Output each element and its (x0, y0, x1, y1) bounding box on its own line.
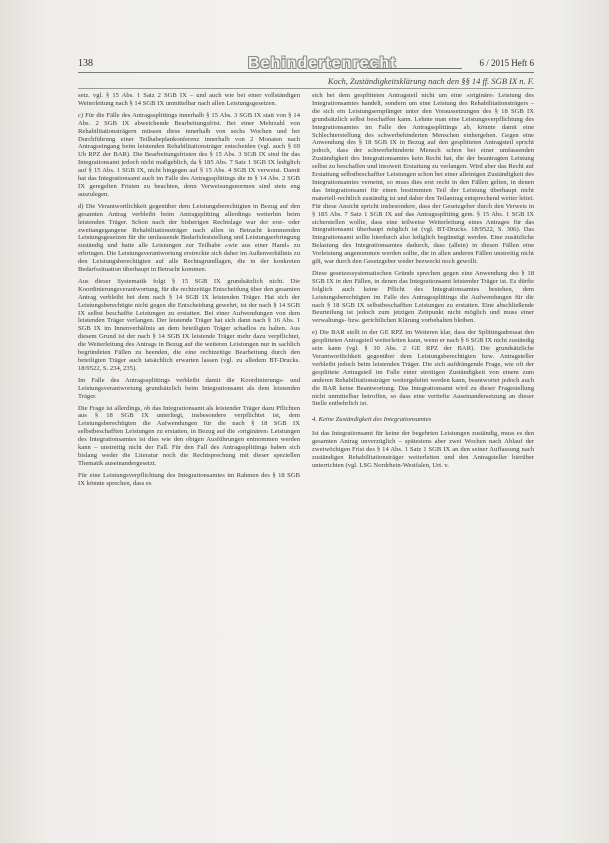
section-heading: 4. Keine Zuständigkeit des Integrationsamtes (312, 416, 432, 424)
right-column (312, 92, 534, 474)
paragraph: e) Die BAR stellt in der GE RPZ im Weiteren klar, dass der Splittingadressat den gesplitteten Antragsteil weiterleiten kann, wenn er nach § 6 SGB IX nicht zuständig sein kann (vgl. § 30 Abs. 2 GE RPZ der BAR). Die grundsätzliche Verantwortlichkeit gegenüber dem Leistungsberechtigten bzw. Antragsteller verbleibt jedoch beim leistenden Träger. Die sich aufdrängende Frage, wie oft der gesplittete Antragsteil im Falle einer streitigen Zuständigkeit von einem zum anderen Rehabilitationsträger weitergeleitet werden kann, beantwortet jedoch auch die BAR keine Beantwortung. Das Integrationsamt wird zu dieser Fragestellung nicht unmittelbar betroffen, so dass eine vertiefte Auseinandersetzung an dieser Stelle entbehrlich ist. (312, 329, 534, 408)
paragraph: sich bei dem gesplitteten Antragsteil nicht um eine ›originäre‹ Leistung des Integrationsamtes handelt, sondern um eine Leistung des Rehabilitationsträgers – die sich ein Leistungsempfänger unter den Voraussetzungen des § 18 SGB IX grundsätzlich selbst beschaffen kann. Lehnte man eine Leistungsverpflichtung des Integrationsamtes im Falle des Antragssplittings ab, könnte damit eine Schlechterstellung des schwerbehinderten Menschen einhergehen. Gegen eine Anwendung des § 18 SGB IX in Bezug auf den gesplitteten Antragsteil spricht jedoch, dass der schwerbehinderte Mensch schon bei einer umfassenden Zuständigkeit des Integrationsamtes kein Recht hat, die der beantragten Leistung selbst zu beschaffen und insoweit Erstattung zu verlangen. Wird aber das Recht auf Erstattung selbstbeschaffter Leistungen schon bei einer alleinigen Zuständigkeit des Integrationsamtes verneint, so muss dies erst recht in den Fällen gelten, in denen das Integrationsamt für einen bestimmten Teil der Leistung überhaupt nicht materiell-rechtlich zuständig ist und daher den Teilantrag entsprechend weiter leitet. Für diese Ansicht spricht insbesondere, dass der Gesetzgeber durch den Verweis in § 185 Abs. 7 Satz 1 SGB IX auf das Antragssplitting gem. § 15 Abs. 1 SGB IX sicherstellen wollte, dass eine teilweise Weiterleitung eines Antrages für das Integrationsamt überhaupt möglich ist (vgl. BT-Drucks. 18/9522, S. 306). Das Integrationsamt sollte hierdurch also lediglich begünstigt werden. Eine zusätzliche Belastung des Integrationsamtes dadurch, dass (allein) in diesen Fällen eine Vorleistung angenommen werden sollte, die in allen anderen Fällen unstreitig nicht gilt, war durch den Gesetzgeber weder bezweckt noch gewollt. (312, 92, 534, 266)
header-rule (78, 72, 534, 73)
left-column (78, 92, 300, 492)
paragraph: Diese gesetzessystematischen Gründe sprechen gegen eine Anwendung des § 18 SGB IX in den Fällen, in denen das Integrationsamt leistender Träger ist. Es dürfte folglich auch keine Pflicht des Integrationsamtes bestehen, dem Leistungsberechtigten im Falle des Antragssplittings die Aufwendungen für die nach § 18 SGB IX selbstbeschafften Leistungen zu erstatten. Eine abschließende Beurteilung ist jedoch zum jetzigen Zeitpunkt nicht möglich und muss einer verwaltungs- bzw. gerichtlichen Klärung vorbehalten bleiben. (312, 269, 534, 325)
page-number: 138 (78, 58, 93, 69)
paragraph: c) Für die Fälle des Antragssplittings innerhalb § 15 Abs. 3 SGB IX statt von § 14 Abs. 2 SGB IX abweichende Bearbeitungsfrist. Bei einer Mehrzahl von Rehabilitationsträgern müssen diese innerhalb von sechs Wochen und bei Durchführung einer Teilhabeplankonferenz innerhalb von 2 Monaten nach Antragseingang beim leistenden Rehabilitationsträger entscheiden (vgl. auch § 69 Ub RPZ der BAR). Die Bearbeitungsfristen des § 15 Abs. 3 SGB IX sind für das Integrationsamt jedoch nicht maßgeblich, da § 185 Abs. 7 Satz 1 SGB IX lediglich auf § 15 Abs. 1 SGB IX, nicht hingegen auf § 15 Abs. 4 SGB IX verweist. Damit hat das Integrationsamt auch im Falle des Antragssplittings die in § 14 Abs. 2 SGB IX geregelten Fristen zu beachten, denn Verweisungsnormen sind stets eng auszulegen. (78, 111, 300, 198)
subtitle-rule (78, 88, 534, 89)
running-title: Koch, Zuständigkeitsklärung nach den §§ 14 ff. SGB IX n. F. (327, 76, 534, 86)
paragraph: Im Falle des Antragssplittings verbleibt damit die Koordinierungs- und Leistungsverantwortung grundsätzlich beim Integrationsamt als dem leistenden Träger. (78, 376, 300, 400)
header-line (368, 68, 462, 69)
paragraph: Ist das Integrationsamt für keine der begehrten Leistungen zuständig, muss es den gesamten Antrag unverzüglich – spätestens aber zwei Wochen nach Ablauf der zweiwöchigen Frist des § 14 Abs. 1 Satz 1 SGB IX an den seiner Auffassung nach zuständigen Rehabilitationsträger weiterleiten und den Antragsteller hierüber unterrichten (vgl. LSG Nordrhein-Westfalen, Urt. v. (312, 430, 534, 469)
paragraph: Für eine Leistungsverpflichtung des Integrationsamtes im Rahmen des § 18 SGB IX könnte sprechen, dass es (78, 471, 300, 487)
issue-label: 6 / 2015 Heft 6 (479, 58, 534, 68)
paragraph: setz. vgl. § 15 Abs. 1 Satz 2 SGB IX – und auch wie bei einer vollständigen Weiterleitung nach § 14 SGB IX unmittelbar nach allen Leistungsgesetzen. (78, 92, 300, 107)
paragraph: Aus dieser Systematik folgt § 15 SGB IX grundsätzlich nicht. Die Koordinierungsverantwortung, für die rechtzeitige Entscheidung über den gesamten Antrag verbleibt bei dem nach § 14 SGB IX leistenden Träger. Hat sich der Leistungsberechtigte nicht gegen die Entscheidung gewehrt, ist der nach § 14 SGB IX selbst beschaffte Leistungen zu erstatten. Bei einer Aufwendungen von dem leistenden Träger verlangen. Der leistende Träger hat sich dann nach § 16 Abs. 1 SGB IX im Innenverhältnis an dem beteiligten Träger schadlos zu halten. Aus diesem Grund ist der nach § 14 SGB IX leistende Träger mehr dazu verpflichtet, die Weiterleitung des Antrags in Bezug auf die weiteren Leistungen nur in sachlich begründeten Fällen zu beenden, die eine rechtzeitige Bearbeitung durch den beteiligten Träger auch tatsächlich erwarten lassen (vgl. zu alledem BT-Drucks. 18/9522, S. 234, 235). (78, 277, 300, 372)
paragraph: d) Die Verantwortlichkeit gegenüber dem Leistungsberechtigten in Bezug auf den gesamten Antrag verbleibt beim Antragsplitting allerdings weiterhin beim leistenden Träger. Schon nach der bisherigen Rechtslage war der erst- oder zweitangegangene Rehabilitationsträger nach allen in Betracht kommenden Leistungsgesetzen für die umfassende Bedarfsfeststellung und Leistungserbringung zuständig und hatte alle Leistungen zur Teilhabe »wie aus einer Hand« zu erbringen. Die Leistungsverantwortung erstreckte sich daher im Außenverhältnis zu den Leistungsberechtigten auf alle Rechtsgrundlagen, die in der konkreten Bedarfssituation überhaupt in Betracht kommen. (78, 202, 300, 274)
journal-name: Behindertenrecht (248, 55, 397, 72)
paragraph: Die Frage ist allerdings, ob das Integrationsamt als leistender Träger dazu Pflichten aus § 18 SGB IX unterliegt, insbesondere verpflichtet ist, dem Leistungsberechtigten die Aufwendungen für die nach § 18 SGB IX selbstbeschafften Leistungen zu erstatten, in Bezug auf die ›originären‹ Leistungen des Integrationsamtes ist dies wie den obigen Ausführungen entnommen werden kann – unstreitig nicht der Fall. Für den Fall des Antragssplittings haben sich bislang weder die Literatur noch die Rechtsprechung mit dieser speziellen Thematik auseinandergesetzt. (78, 404, 300, 467)
